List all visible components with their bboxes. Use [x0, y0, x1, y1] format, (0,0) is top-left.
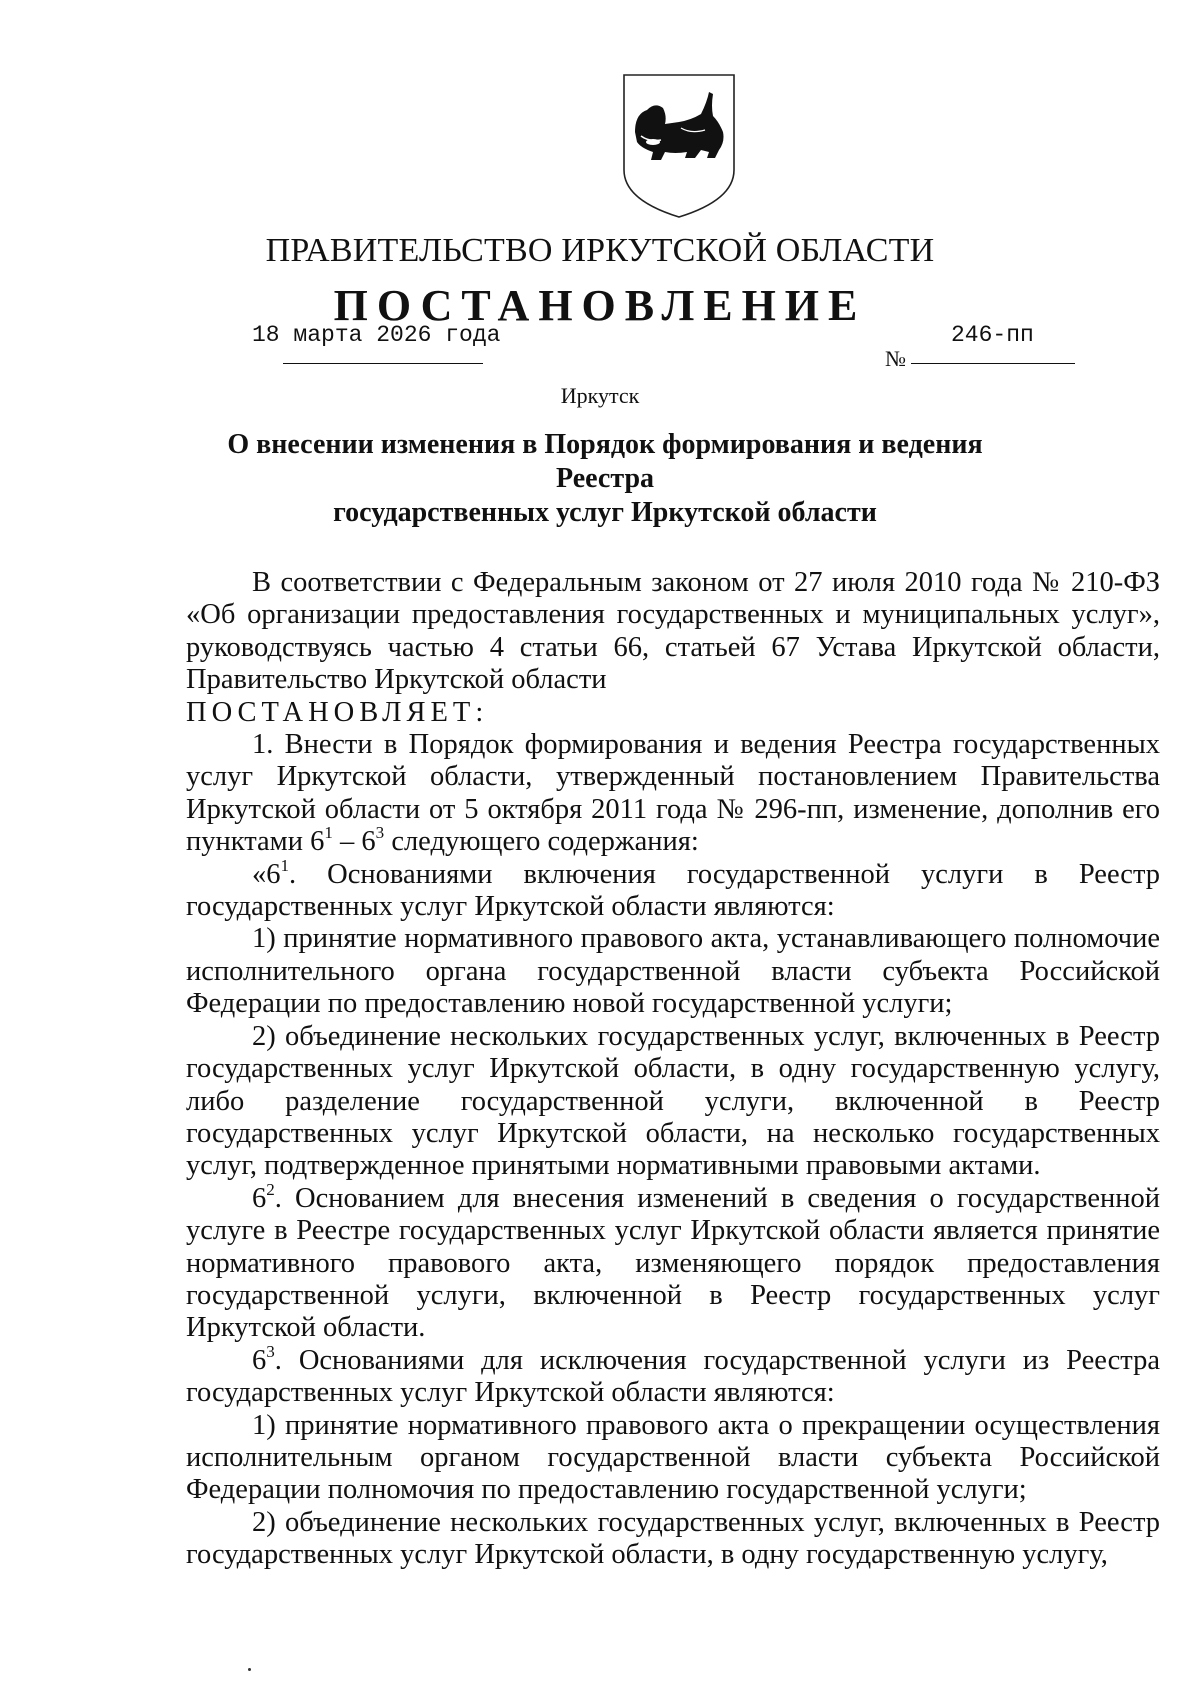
number-sign: №	[885, 346, 906, 371]
point-6-3-sub-2: 2) объединение нескольких государственных услуг, включенных в Реестр государственных услуг Иркутской области, в одну государственную услугу,	[186, 1506, 1160, 1571]
point-6-3-text: . Основаниями для исключения государственной услуги из Реестра государственных услуг Иркутской области являются:	[186, 1344, 1160, 1409]
point-6-1-sup: 1	[280, 855, 290, 875]
irkutsk-coat-of-arms-icon	[621, 72, 737, 220]
item-1-text: 1. Внести в Порядок формирования и ведения Реестра государственных услуг Иркутской области, утвержденный постановлением Правительства Иркутской области от 5 октября 2011 года № 296-пп, изменение, дополнив его пунктами 6	[186, 729, 1160, 858]
point-6-3-sub-1: 1) принятие нормативного правового акта о прекращении осуществления исполнительным органом государственной власти субъекта Российской Федерации полномочия по предоставлению государственной услуги;	[186, 1409, 1160, 1506]
city-name: Иркутск	[560, 383, 640, 408]
scan-speck	[248, 1668, 251, 1671]
point-6-2-paragraph	[186, 1179, 1160, 1345]
point-6-2-sup: 2	[266, 1179, 275, 1199]
government-name: ПРАВИТЕЛЬСТВО ИРКУТСКОЙ ОБЛАСТИ	[265, 232, 935, 269]
item-1-dash: – 6	[332, 826, 376, 858]
document-body	[186, 567, 1160, 1572]
decree-heading: ПОСТАНОВЛЕНИЕ	[333, 281, 867, 330]
point-6-1-paragraph	[186, 855, 1160, 924]
point-6-3-paragraph	[186, 1341, 1160, 1410]
point-6-3-sup: 3	[266, 1341, 275, 1361]
item-1-paragraph	[186, 729, 1160, 859]
decree-number: 246-пп	[951, 322, 1034, 348]
document-title-line1: О внесении изменения в Порядок формирования и ведения Реестра	[227, 429, 983, 494]
number-underline	[911, 363, 1075, 364]
item-1-sup-a: 1	[324, 823, 333, 843]
point-6-3-prefix: 6	[252, 1344, 267, 1376]
document-title	[180, 428, 1030, 530]
point-6-2-text: . Основанием для внесения изменений в сведения о государственной услуге в Реестре государственных услуг Иркутской области является принятие нормативного правового акта, изменяющего порядок предоставления государственной услуги, включенной в Реестр государственных услуг Иркутской области.	[186, 1182, 1160, 1344]
point-6-2-prefix: 6	[252, 1182, 267, 1214]
point-6-1-text: . Основаниями включения государственной услуги в Реестр государственных услуг Иркутской области являются:	[186, 858, 1160, 923]
preamble-paragraph: В соответствии с Федеральным законом от 27 июля 2010 года № 210-ФЗ «Об организации предоставления государственных и муниципальных услуг», руководствуясь частью 4 статьи 66, статьей 67 Устава Иркутской области, Правительство Иркутской области	[186, 567, 1160, 696]
document-title-line2: государственных услуг Иркутской области	[333, 497, 877, 528]
item-1-tail: следующего содержания:	[384, 826, 699, 858]
point-6-1-sub-2: 2) объединение нескольких государственных услуг, включенных в Реестр государственных услуг Иркутской области, в одну государственную услугу, либо разделение государственной услуги, включенной в Реестр государственных услуг Иркутской области, на несколько государственных услуг, подтвержденное принятыми нормативными правовыми актами.	[186, 1020, 1160, 1182]
decree-date: 18 марта 2026 года	[252, 322, 501, 348]
point-6-1-prefix: «6	[252, 858, 281, 890]
item-1-sup-b: 3	[375, 823, 385, 843]
resolves-word: ПОСТАНОВЛЯЕТ:	[186, 696, 489, 728]
date-underline	[283, 363, 483, 364]
point-6-1-sub-1: 1) принятие нормативного правового акта, устанавливающего полномочие исполнительного органа государственной власти субъекта Российской Федерации по предоставлению новой государственной услуги;	[186, 923, 1160, 1020]
